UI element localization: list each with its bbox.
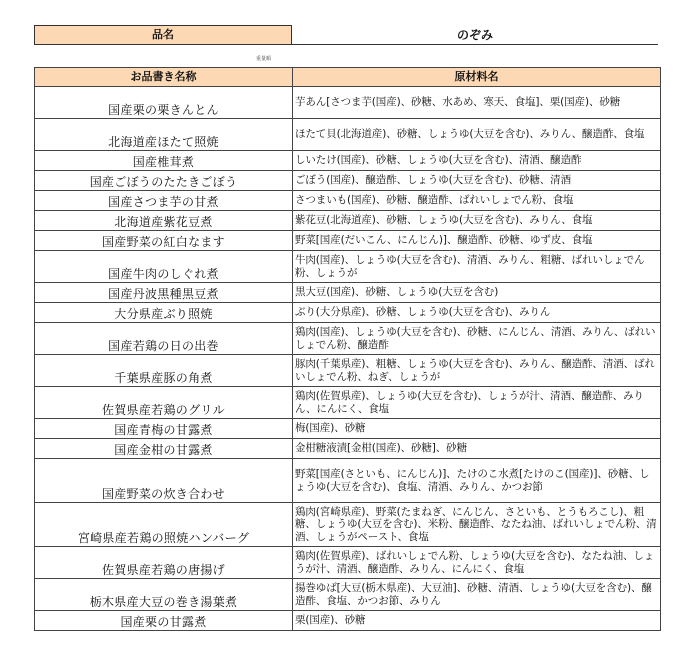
- table-row: [35, 283, 661, 303]
- dish-name: 国産ごぼうのたたきごぼう: [35, 171, 293, 191]
- table-row: [35, 355, 661, 387]
- product-name-value: のぞみ: [292, 25, 658, 45]
- dish-name: 千葉県産豚の角煮: [35, 355, 293, 387]
- dish-name: 国産野菜の炊き合わせ: [35, 459, 293, 503]
- table-row: [35, 211, 661, 231]
- table-row: [35, 119, 661, 151]
- dish-name: 宮崎県産若鶏の照焼ハンバーグ: [35, 503, 293, 547]
- dish-ingredients: 梅(国産)、砂糖: [293, 419, 661, 439]
- dish-ingredients: 野菜[国産(さといも、にんじん)]、たけのこ水煮[たけのこ(国産)]、砂糖、しょうゆ(大豆を含む)、食塩、清酒、みりん、かつお節: [293, 459, 661, 503]
- table-row: [35, 303, 661, 323]
- dish-name: 佐賀県産若鶏の唐揚げ: [35, 547, 293, 579]
- dish-ingredients: さつまいも(国産)、砂糖、醸造酢、ばれいしょでん粉、食塩: [293, 191, 661, 211]
- dish-name: 国産椎茸煮: [35, 151, 293, 171]
- dish-ingredients: ごぼう(国産)、醸造酢、しょうゆ(大豆を含む)、砂糖、清酒: [293, 171, 661, 191]
- dish-ingredients: 鶏肉(国産)、しょうゆ(大豆を含む)、砂糖、にんじん、清酒、みりん、ばれいしょでん粉、醸造酢: [293, 323, 661, 355]
- dish-name: 国産金柑の甘露煮: [35, 439, 293, 459]
- dish-ingredients: 黒大豆(国産)、砂糖、しょうゆ(大豆を含む): [293, 283, 661, 303]
- table-row: [35, 387, 661, 419]
- dish-ingredients: 野菜[国産(だいこん、にんじん)]、醸造酢、砂糖、ゆず皮、食塩: [293, 231, 661, 251]
- weight-order-note: 重量順: [256, 56, 272, 62]
- dish-name: 国産若鶏の日の出巻: [35, 323, 293, 355]
- dish-name: 国産栗の甘露煮: [35, 611, 293, 631]
- dish-name: 北海道産紫花豆煮: [35, 211, 293, 231]
- column-header-ingredients: 原材料名: [293, 68, 661, 87]
- table-row: [35, 87, 661, 119]
- table-row: [35, 231, 661, 251]
- dish-ingredients: 揚巻ゆば[大豆(栃木県産)、大豆油]、砂糖、清酒、しょうゆ(大豆を含む)、醸造酢、食塩、かつお節、みりん: [293, 579, 661, 611]
- dish-ingredients: 鶏肉(佐賀県産)、ばれいしょでん粉、しょうゆ(大豆を含む)、なたね油、しょうが汁、清酒、醸造酢、みりん、にんにく、食塩: [293, 547, 661, 579]
- table-row: [35, 191, 661, 211]
- dish-name: 栃木県産大豆の巻き湯葉煮: [35, 579, 293, 611]
- dish-ingredients: 鶏肉(佐賀県産)、しょうゆ(大豆を含む)、しょうが汁、清酒、醸造酢、みりん、にんにく、食塩: [293, 387, 661, 419]
- dish-name: 国産青梅の甘露煮: [35, 419, 293, 439]
- dish-name: 佐賀県産若鶏のグリル: [35, 387, 293, 419]
- dish-ingredients: 紫花豆(北海道産)、砂糖、しょうゆ(大豆を含む)、みりん、食塩: [293, 211, 661, 231]
- table-row: [35, 419, 661, 439]
- table-row: [35, 171, 661, 191]
- dish-ingredients: 牛肉(国産)、しょうゆ(大豆を含む)、清酒、みりん、粗糖、ばれいしょでん粉、しょうが: [293, 251, 661, 283]
- dish-ingredients: 芋あん[さつま芋(国産)、砂糖、水あめ、寒天、食塩]、栗(国産)、砂糖: [293, 87, 661, 119]
- table-row: [35, 251, 661, 283]
- product-name-label: 品名: [34, 25, 292, 45]
- dish-ingredients: 豚肉(千葉県産)、粗糖、しょうゆ(大豆を含む)、みりん、醸造酢、清酒、ばれいしょでん粉、ねぎ、しょうが: [293, 355, 661, 387]
- dish-name: 国産丹波黒種黒豆煮: [35, 283, 293, 303]
- table-row: [35, 459, 661, 503]
- product-header: [34, 25, 658, 45]
- table-row: [35, 503, 661, 547]
- table-row: [35, 611, 661, 631]
- dish-name: 国産野菜の紅白なます: [35, 231, 293, 251]
- ingredients-table: [34, 67, 661, 631]
- dish-ingredients: 金柑糖液漬[金柑(国産)、砂糖]、砂糖: [293, 439, 661, 459]
- dish-name: 国産さつま芋の甘煮: [35, 191, 293, 211]
- dish-name: 北海道産ほたて照焼: [35, 119, 293, 151]
- table-row: [35, 439, 661, 459]
- dish-ingredients: 鶏肉(宮崎県産)、野菜(たまねぎ、にんじん、さといも、とうもろこし)、粗糖、しょうゆ(大豆を含む)、米粉、醸造酢、なたね油、ばれいしょでん粉、清酒、しょうがペースト、食塩: [293, 503, 661, 547]
- dish-ingredients: しいたけ(国産)、砂糖、しょうゆ(大豆を含む)、清酒、醸造酢: [293, 151, 661, 171]
- table-row: [35, 151, 661, 171]
- dish-name: 大分県産ぶり照焼: [35, 303, 293, 323]
- dish-name: 国産栗の栗きんとん: [35, 87, 293, 119]
- table-row: [35, 579, 661, 611]
- dish-name: 国産牛肉のしぐれ煮: [35, 251, 293, 283]
- dish-ingredients: 栗(国産)、砂糖: [293, 611, 661, 631]
- table-header-row: [35, 68, 661, 87]
- table-row: [35, 547, 661, 579]
- table-row: [35, 323, 661, 355]
- dish-ingredients: ぶり(大分県産)、砂糖、しょうゆ(大豆を含む)、みりん: [293, 303, 661, 323]
- column-header-name: お品書き名称: [35, 68, 293, 87]
- dish-ingredients: ほたて貝(北海道産)、砂糖、しょうゆ(大豆を含む)、みりん、醸造酢、食塩: [293, 119, 661, 151]
